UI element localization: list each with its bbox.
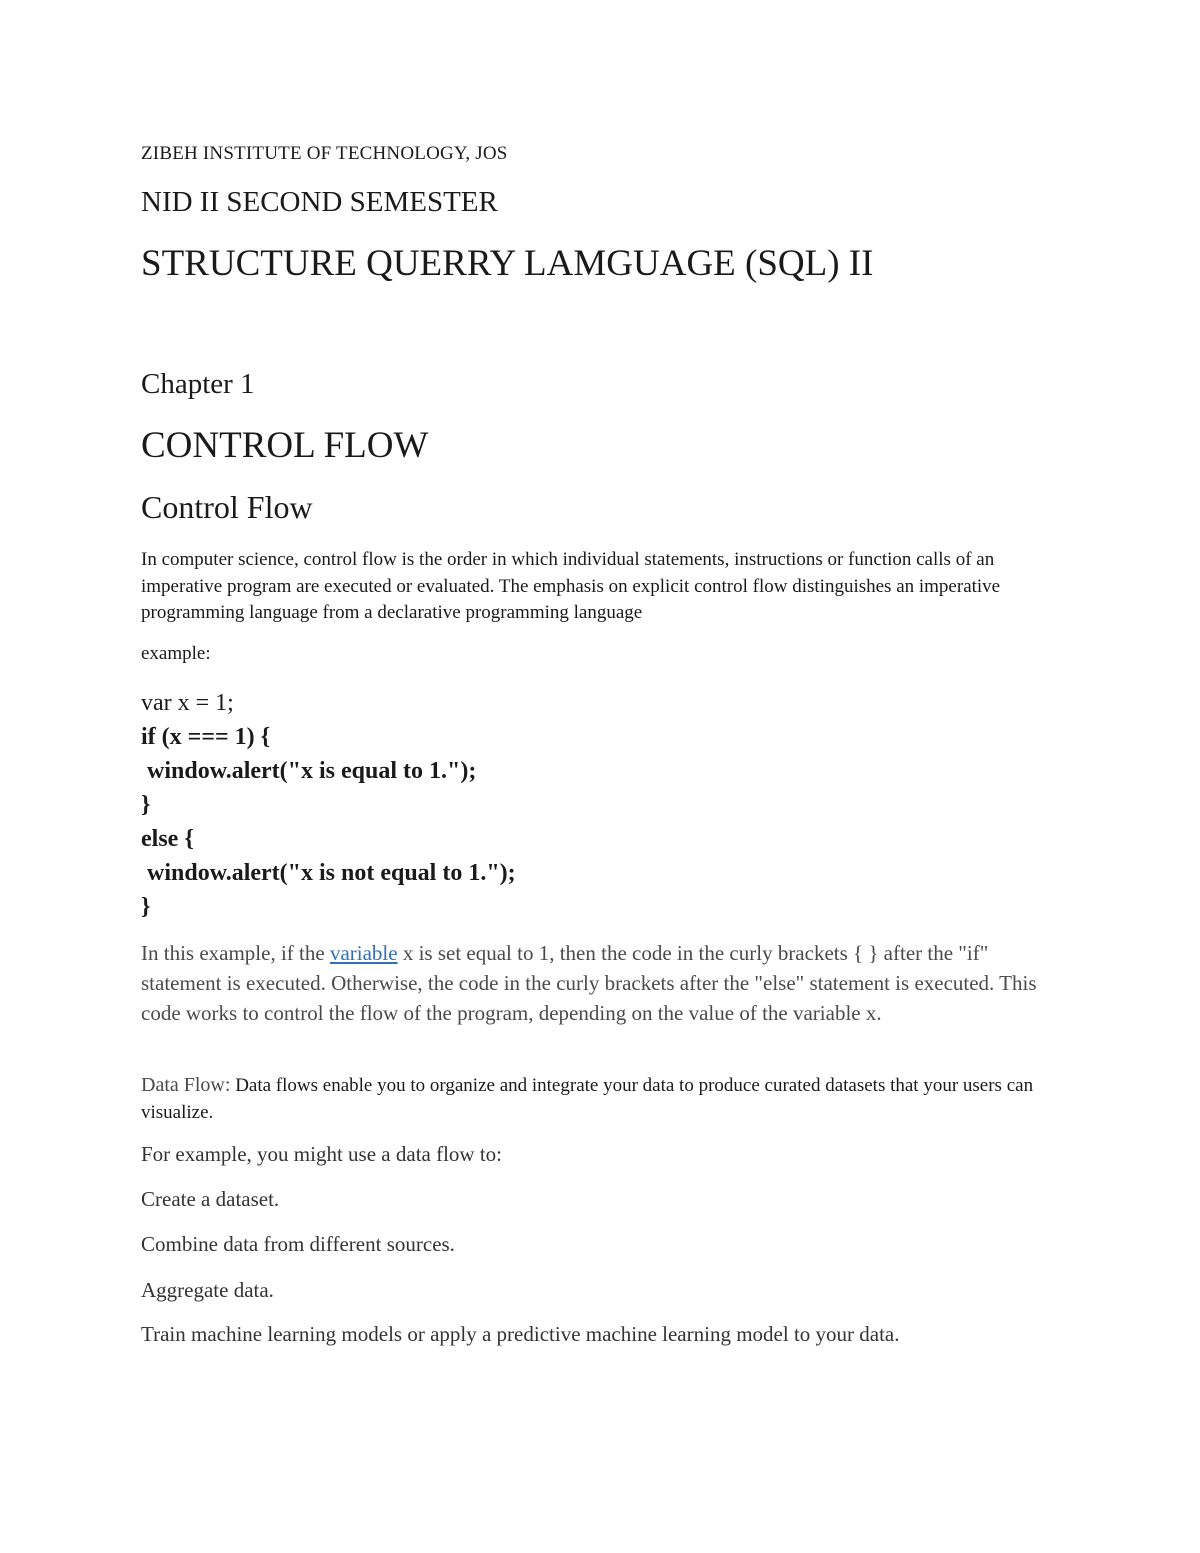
course-title: STRUCTURE QUERRY LAMGUAGE (SQL) II	[141, 243, 874, 284]
data-flow-label: Data Flow:	[141, 1074, 231, 1096]
variable-link[interactable]: variable	[329, 941, 398, 965]
code-line: else {	[141, 826, 194, 852]
code-line: }	[141, 792, 151, 818]
semester-heading: NID II SECOND SEMESTER	[141, 186, 498, 218]
code-line: }	[141, 894, 151, 920]
intro-paragraph: In computer science, control flow is the order in which individual statements, instructions or function calls of an imperative program are executed or evaluated. The emphasis on explicit control flow distinguishes an imperative programming language from a declarative programming language	[141, 549, 1001, 623]
list-item: Combine data from different sources.	[141, 1232, 455, 1256]
explanation-paragraph	[141, 938, 1056, 1028]
explanation-text: In this example, if the	[141, 941, 330, 965]
code-line: var x = 1;	[141, 690, 234, 716]
code-line: window.alert("x is not equal to 1.");	[141, 860, 516, 886]
section-heading: Control Flow	[141, 489, 313, 525]
data-flow-text: Data flows enable you to organize and integrate your data to produce curated datasets that your users can visualize.	[141, 1075, 1034, 1123]
list-item: Aggregate data.	[141, 1278, 274, 1302]
chapter-title: CONTROL FLOW	[141, 425, 429, 466]
example-label: example:	[141, 643, 211, 664]
code-example	[141, 686, 516, 924]
code-line: window.alert("x is equal to 1.");	[141, 758, 477, 784]
uses-intro: For example, you might use a data flow to:	[141, 1142, 503, 1166]
chapter-label: Chapter 1	[141, 368, 255, 400]
list-item: Create a dataset.	[141, 1187, 280, 1211]
code-line: if (x === 1) {	[141, 724, 271, 750]
institute-name: ZIBEH INSTITUTE OF TECHNOLOGY, JOS	[141, 143, 508, 164]
list-item: Train machine learning models or apply a predictive machine learning model to your data.	[141, 1322, 900, 1346]
data-flow-paragraph	[141, 1072, 1046, 1126]
explanation-text: x is set equal to 1, then the code in the curly brackets { } after the "if" statement is executed. Otherwise, the code in the curly brackets after the "else" statement is executed. This code works to control the flow of the program, depending on the value of the variable x.	[141, 941, 1037, 1025]
